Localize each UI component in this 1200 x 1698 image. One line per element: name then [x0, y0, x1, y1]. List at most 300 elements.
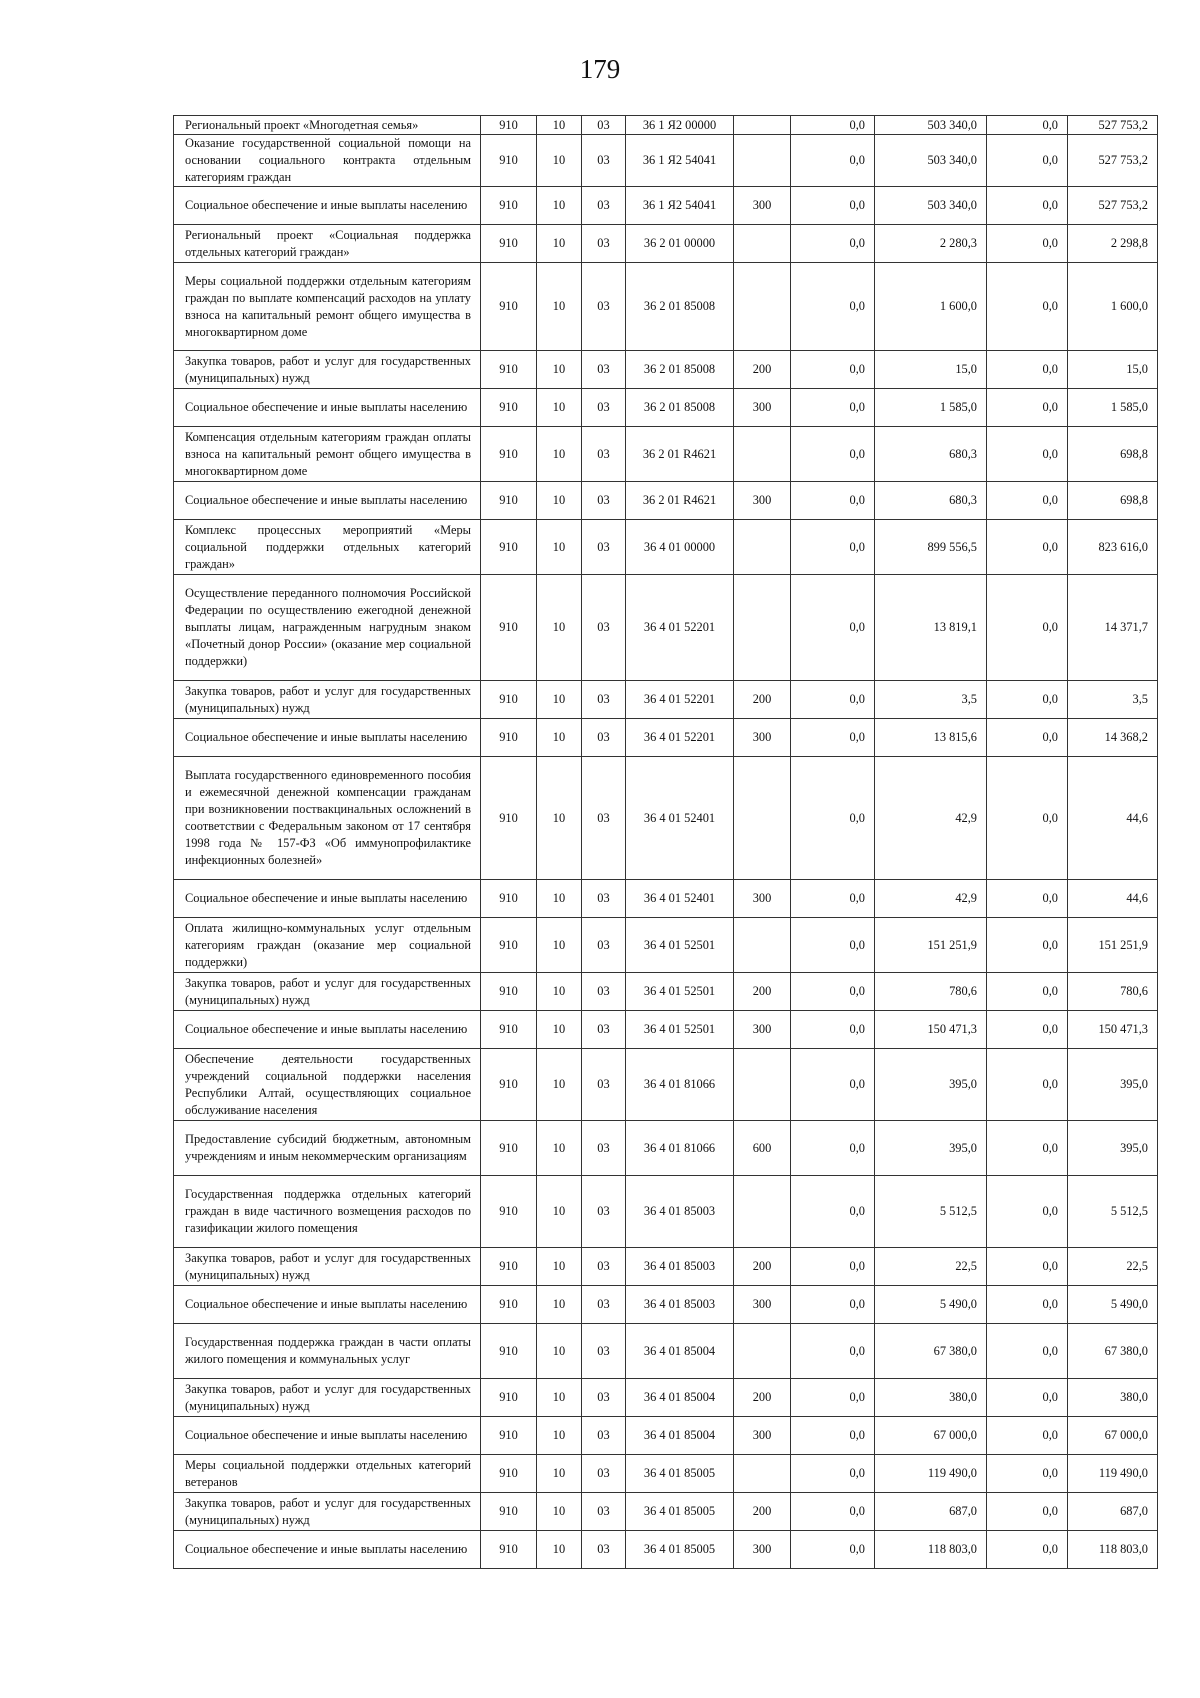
amount-4-cell: 67 000,0	[1068, 1417, 1158, 1455]
row-name-cell: Оказание государственной социальной помощи на основании социального контракта отдельным категориям граждан	[174, 135, 481, 187]
expense-type-cell: 300	[734, 482, 791, 520]
row-name-cell: Региональный проект «Многодетная семья»	[174, 116, 481, 135]
table-row	[174, 681, 1158, 719]
expense-type-cell: 300	[734, 1286, 791, 1324]
amount-4-cell: 1 600,0	[1068, 263, 1158, 351]
ministry-code-cell: 910	[481, 1455, 537, 1493]
ministry-code-cell: 910	[481, 1324, 537, 1379]
section-code-cell: 10	[537, 1011, 582, 1049]
row-name-cell: Закупка товаров, работ и услуг для государственных (муниципальных) нужд	[174, 1379, 481, 1417]
amount-1-cell: 0,0	[791, 681, 875, 719]
table-row	[174, 1049, 1158, 1121]
section-code-cell: 10	[537, 918, 582, 973]
ministry-code-cell: 910	[481, 973, 537, 1011]
row-name-cell: Обеспечение деятельности государственных учреждений социальной поддержки населения Республики Алтай, осуществляющих социальное обслуживание населения	[174, 1049, 481, 1121]
expense-type-cell: 200	[734, 1248, 791, 1286]
expense-type-cell	[734, 263, 791, 351]
amount-2-cell: 1 585,0	[875, 389, 987, 427]
target-item-cell: 36 2 01 85008	[626, 263, 734, 351]
section-code-cell: 10	[537, 1248, 582, 1286]
target-item-cell: 36 4 01 81066	[626, 1049, 734, 1121]
amount-4-cell: 1 585,0	[1068, 389, 1158, 427]
amount-3-cell: 0,0	[987, 427, 1068, 482]
table-row	[174, 757, 1158, 880]
ministry-code-cell: 910	[481, 225, 537, 263]
section-code-cell: 10	[537, 351, 582, 389]
ministry-code-cell: 910	[481, 1417, 537, 1455]
target-item-cell: 36 4 01 81066	[626, 1121, 734, 1176]
expense-type-cell	[734, 1455, 791, 1493]
section-code-cell: 10	[537, 1531, 582, 1569]
amount-3-cell: 0,0	[987, 351, 1068, 389]
amount-2-cell: 680,3	[875, 427, 987, 482]
amount-1-cell: 0,0	[791, 225, 875, 263]
ministry-code-cell: 910	[481, 1011, 537, 1049]
amount-4-cell: 698,8	[1068, 482, 1158, 520]
amount-3-cell: 0,0	[987, 757, 1068, 880]
expense-type-cell	[734, 918, 791, 973]
target-item-cell: 36 4 01 85003	[626, 1248, 734, 1286]
subsection-code-cell: 03	[582, 427, 626, 482]
amount-4-cell: 151 251,9	[1068, 918, 1158, 973]
section-code-cell: 10	[537, 1286, 582, 1324]
amount-3-cell: 0,0	[987, 1379, 1068, 1417]
row-name-cell: Меры социальной поддержки отдельных категорий ветеранов	[174, 1455, 481, 1493]
target-item-cell: 36 2 01 85008	[626, 351, 734, 389]
amount-3-cell: 0,0	[987, 575, 1068, 681]
amount-3-cell: 0,0	[987, 1417, 1068, 1455]
target-item-cell: 36 4 01 85004	[626, 1379, 734, 1417]
amount-1-cell: 0,0	[791, 135, 875, 187]
section-code-cell: 10	[537, 575, 582, 681]
subsection-code-cell: 03	[582, 719, 626, 757]
amount-1-cell: 0,0	[791, 1049, 875, 1121]
budget-table	[173, 115, 1158, 1569]
amount-4-cell: 44,6	[1068, 757, 1158, 880]
target-item-cell: 36 2 01 R4621	[626, 427, 734, 482]
amount-2-cell: 22,5	[875, 1248, 987, 1286]
amount-2-cell: 687,0	[875, 1493, 987, 1531]
amount-4-cell: 150 471,3	[1068, 1011, 1158, 1049]
section-code-cell: 10	[537, 1455, 582, 1493]
amount-3-cell: 0,0	[987, 973, 1068, 1011]
section-code-cell: 10	[537, 757, 582, 880]
ministry-code-cell: 910	[481, 263, 537, 351]
amount-3-cell: 0,0	[987, 1455, 1068, 1493]
amount-1-cell: 0,0	[791, 1248, 875, 1286]
amount-3-cell: 0,0	[987, 1324, 1068, 1379]
subsection-code-cell: 03	[582, 880, 626, 918]
amount-3-cell: 0,0	[987, 1286, 1068, 1324]
target-item-cell: 36 4 01 52201	[626, 719, 734, 757]
target-item-cell: 36 4 01 52401	[626, 757, 734, 880]
amount-2-cell: 780,6	[875, 973, 987, 1011]
amount-1-cell: 0,0	[791, 351, 875, 389]
ministry-code-cell: 910	[481, 719, 537, 757]
subsection-code-cell: 03	[582, 1011, 626, 1049]
amount-3-cell: 0,0	[987, 1011, 1068, 1049]
target-item-cell: 36 4 01 85005	[626, 1493, 734, 1531]
amount-4-cell: 67 380,0	[1068, 1324, 1158, 1379]
amount-1-cell: 0,0	[791, 575, 875, 681]
table-row	[174, 187, 1158, 225]
amount-4-cell: 14 371,7	[1068, 575, 1158, 681]
subsection-code-cell: 03	[582, 263, 626, 351]
amount-2-cell: 503 340,0	[875, 135, 987, 187]
amount-1-cell: 0,0	[791, 880, 875, 918]
target-item-cell: 36 2 01 85008	[626, 389, 734, 427]
amount-3-cell: 0,0	[987, 482, 1068, 520]
subsection-code-cell: 03	[582, 1248, 626, 1286]
section-code-cell: 10	[537, 1379, 582, 1417]
amount-4-cell: 14 368,2	[1068, 719, 1158, 757]
target-item-cell: 36 4 01 52201	[626, 681, 734, 719]
amount-4-cell: 3,5	[1068, 681, 1158, 719]
target-item-cell: 36 4 01 85003	[626, 1176, 734, 1248]
subsection-code-cell: 03	[582, 1379, 626, 1417]
amount-4-cell: 5 512,5	[1068, 1176, 1158, 1248]
amount-4-cell: 2 298,8	[1068, 225, 1158, 263]
row-name-cell: Закупка товаров, работ и услуг для государственных (муниципальных) нужд	[174, 1493, 481, 1531]
subsection-code-cell: 03	[582, 187, 626, 225]
amount-2-cell: 5 490,0	[875, 1286, 987, 1324]
amount-1-cell: 0,0	[791, 263, 875, 351]
table-row	[174, 1493, 1158, 1531]
section-code-cell: 10	[537, 681, 582, 719]
amount-2-cell: 5 512,5	[875, 1176, 987, 1248]
target-item-cell: 36 4 01 52501	[626, 918, 734, 973]
subsection-code-cell: 03	[582, 757, 626, 880]
row-name-cell: Компенсация отдельным категориям граждан оплаты взноса на капитальный ремонт общего имущества в многоквартирном доме	[174, 427, 481, 482]
amount-4-cell: 380,0	[1068, 1379, 1158, 1417]
table-row	[174, 1324, 1158, 1379]
ministry-code-cell: 910	[481, 1379, 537, 1417]
expense-type-cell: 200	[734, 1379, 791, 1417]
amount-1-cell: 0,0	[791, 1455, 875, 1493]
table-row	[174, 135, 1158, 187]
expense-type-cell	[734, 520, 791, 575]
amount-3-cell: 0,0	[987, 1531, 1068, 1569]
subsection-code-cell: 03	[582, 1417, 626, 1455]
ministry-code-cell: 910	[481, 1176, 537, 1248]
amount-1-cell: 0,0	[791, 719, 875, 757]
table-body	[174, 116, 1158, 1569]
row-name-cell: Социальное обеспечение и иные выплаты населению	[174, 389, 481, 427]
section-code-cell: 10	[537, 116, 582, 135]
amount-2-cell: 1 600,0	[875, 263, 987, 351]
section-code-cell: 10	[537, 1324, 582, 1379]
amount-3-cell: 0,0	[987, 1176, 1068, 1248]
table-row	[174, 1121, 1158, 1176]
row-name-cell: Социальное обеспечение и иные выплаты населению	[174, 1011, 481, 1049]
amount-1-cell: 0,0	[791, 1417, 875, 1455]
ministry-code-cell: 910	[481, 427, 537, 482]
table-row	[174, 1531, 1158, 1569]
subsection-code-cell: 03	[582, 1176, 626, 1248]
ministry-code-cell: 910	[481, 757, 537, 880]
amount-2-cell: 503 340,0	[875, 116, 987, 135]
expense-type-cell	[734, 116, 791, 135]
amount-1-cell: 0,0	[791, 1286, 875, 1324]
expense-type-cell: 200	[734, 973, 791, 1011]
subsection-code-cell: 03	[582, 482, 626, 520]
ministry-code-cell: 910	[481, 351, 537, 389]
subsection-code-cell: 03	[582, 973, 626, 1011]
row-name-cell: Региональный проект «Социальная поддержка отдельных категорий граждан»	[174, 225, 481, 263]
section-code-cell: 10	[537, 187, 582, 225]
section-code-cell: 10	[537, 880, 582, 918]
amount-1-cell: 0,0	[791, 1011, 875, 1049]
expense-type-cell	[734, 1176, 791, 1248]
row-name-cell: Выплата государственного единовременного пособия и ежемесячной денежной компенсации гражданам при возникновении поствакцинальных осложнений в соответствии с Федеральным законом от 17 сентября 1998 года № 157-ФЗ «Об иммунопрофилактике инфекционных болезней»	[174, 757, 481, 880]
target-item-cell: 36 1 Я2 00000	[626, 116, 734, 135]
row-name-cell: Закупка товаров, работ и услуг для государственных (муниципальных) нужд	[174, 1248, 481, 1286]
subsection-code-cell: 03	[582, 116, 626, 135]
expense-type-cell: 200	[734, 1493, 791, 1531]
target-item-cell: 36 4 01 52501	[626, 1011, 734, 1049]
target-item-cell: 36 4 01 85003	[626, 1286, 734, 1324]
amount-2-cell: 680,3	[875, 482, 987, 520]
amount-3-cell: 0,0	[987, 1493, 1068, 1531]
table-row	[174, 719, 1158, 757]
target-item-cell: 36 4 01 52401	[626, 880, 734, 918]
target-item-cell: 36 1 Я2 54041	[626, 187, 734, 225]
amount-4-cell: 527 753,2	[1068, 116, 1158, 135]
section-code-cell: 10	[537, 263, 582, 351]
page-number: 179	[579, 54, 621, 84]
amount-3-cell: 0,0	[987, 1049, 1068, 1121]
ministry-code-cell: 910	[481, 520, 537, 575]
expense-type-cell: 300	[734, 1011, 791, 1049]
section-code-cell: 10	[537, 973, 582, 1011]
amount-2-cell: 15,0	[875, 351, 987, 389]
ministry-code-cell: 910	[481, 880, 537, 918]
expense-type-cell: 300	[734, 719, 791, 757]
target-item-cell: 36 2 01 R4621	[626, 482, 734, 520]
ministry-code-cell: 910	[481, 575, 537, 681]
amount-2-cell: 67 380,0	[875, 1324, 987, 1379]
amount-1-cell: 0,0	[791, 1379, 875, 1417]
expense-type-cell: 200	[734, 681, 791, 719]
ministry-code-cell: 910	[481, 187, 537, 225]
amount-4-cell: 527 753,2	[1068, 135, 1158, 187]
amount-3-cell: 0,0	[987, 918, 1068, 973]
ministry-code-cell: 910	[481, 116, 537, 135]
expense-type-cell	[734, 225, 791, 263]
table-row	[174, 1176, 1158, 1248]
ministry-code-cell: 910	[481, 1049, 537, 1121]
expense-type-cell	[734, 135, 791, 187]
table-row	[174, 263, 1158, 351]
amount-4-cell: 698,8	[1068, 427, 1158, 482]
expense-type-cell: 300	[734, 389, 791, 427]
ministry-code-cell: 910	[481, 482, 537, 520]
section-code-cell: 10	[537, 1049, 582, 1121]
amount-1-cell: 0,0	[791, 187, 875, 225]
amount-2-cell: 42,9	[875, 757, 987, 880]
table-row	[174, 482, 1158, 520]
table-row	[174, 575, 1158, 681]
subsection-code-cell: 03	[582, 918, 626, 973]
amount-1-cell: 0,0	[791, 1121, 875, 1176]
subsection-code-cell: 03	[582, 1493, 626, 1531]
target-item-cell: 36 4 01 85005	[626, 1455, 734, 1493]
row-name-cell: Закупка товаров, работ и услуг для государственных (муниципальных) нужд	[174, 681, 481, 719]
amount-1-cell: 0,0	[791, 918, 875, 973]
row-name-cell: Социальное обеспечение и иные выплаты населению	[174, 187, 481, 225]
subsection-code-cell: 03	[582, 1531, 626, 1569]
expense-type-cell	[734, 1049, 791, 1121]
amount-3-cell: 0,0	[987, 135, 1068, 187]
row-name-cell: Закупка товаров, работ и услуг для государственных (муниципальных) нужд	[174, 351, 481, 389]
expense-type-cell	[734, 757, 791, 880]
section-code-cell: 10	[537, 1417, 582, 1455]
section-code-cell: 10	[537, 1121, 582, 1176]
amount-1-cell: 0,0	[791, 1531, 875, 1569]
subsection-code-cell: 03	[582, 135, 626, 187]
table-row	[174, 389, 1158, 427]
row-name-cell: Комплекс процессных мероприятий «Меры социальной поддержки отдельных категорий граждан»	[174, 520, 481, 575]
expense-type-cell: 300	[734, 1531, 791, 1569]
target-item-cell: 36 2 01 00000	[626, 225, 734, 263]
section-code-cell: 10	[537, 1176, 582, 1248]
subsection-code-cell: 03	[582, 225, 626, 263]
amount-1-cell: 0,0	[791, 1324, 875, 1379]
amount-3-cell: 0,0	[987, 225, 1068, 263]
section-code-cell: 10	[537, 135, 582, 187]
amount-4-cell: 22,5	[1068, 1248, 1158, 1286]
table-row	[174, 225, 1158, 263]
amount-2-cell: 503 340,0	[875, 187, 987, 225]
row-name-cell: Предоставление субсидий бюджетным, автономным учреждениям и иным некоммерческим организациям	[174, 1121, 481, 1176]
target-item-cell: 36 4 01 00000	[626, 520, 734, 575]
table-row	[174, 1455, 1158, 1493]
ministry-code-cell: 910	[481, 135, 537, 187]
target-item-cell: 36 4 01 85005	[626, 1531, 734, 1569]
amount-3-cell: 0,0	[987, 1248, 1068, 1286]
target-item-cell: 36 4 01 52501	[626, 973, 734, 1011]
ministry-code-cell: 910	[481, 1286, 537, 1324]
amount-2-cell: 13 819,1	[875, 575, 987, 681]
table-row	[174, 1417, 1158, 1455]
amount-3-cell: 0,0	[987, 389, 1068, 427]
amount-4-cell: 823 616,0	[1068, 520, 1158, 575]
amount-3-cell: 0,0	[987, 1121, 1068, 1176]
expense-type-cell: 600	[734, 1121, 791, 1176]
amount-2-cell: 3,5	[875, 681, 987, 719]
amount-4-cell: 44,6	[1068, 880, 1158, 918]
target-item-cell: 36 4 01 52201	[626, 575, 734, 681]
amount-1-cell: 0,0	[791, 116, 875, 135]
row-name-cell: Осуществление переданного полномочия Российской Федерации по осуществлению ежегодной денежной выплаты лицам, награжденным нагрудным знаком «Почетный донор России» (оказание мер социальной поддержки)	[174, 575, 481, 681]
amount-4-cell: 527 753,2	[1068, 187, 1158, 225]
ministry-code-cell: 910	[481, 1248, 537, 1286]
table-row	[174, 1011, 1158, 1049]
expense-type-cell	[734, 427, 791, 482]
row-name-cell: Закупка товаров, работ и услуг для государственных (муниципальных) нужд	[174, 973, 481, 1011]
subsection-code-cell: 03	[582, 575, 626, 681]
amount-3-cell: 0,0	[987, 116, 1068, 135]
ministry-code-cell: 910	[481, 389, 537, 427]
target-item-cell: 36 4 01 85004	[626, 1417, 734, 1455]
target-item-cell: 36 4 01 85004	[626, 1324, 734, 1379]
section-code-cell: 10	[537, 719, 582, 757]
section-code-cell: 10	[537, 1493, 582, 1531]
table-row	[174, 520, 1158, 575]
row-name-cell: Социальное обеспечение и иные выплаты населению	[174, 719, 481, 757]
row-name-cell: Социальное обеспечение и иные выплаты населению	[174, 880, 481, 918]
amount-1-cell: 0,0	[791, 1493, 875, 1531]
subsection-code-cell: 03	[582, 520, 626, 575]
amount-1-cell: 0,0	[791, 482, 875, 520]
subsection-code-cell: 03	[582, 1049, 626, 1121]
row-name-cell: Социальное обеспечение и иные выплаты населению	[174, 1286, 481, 1324]
amount-3-cell: 0,0	[987, 719, 1068, 757]
row-name-cell: Меры социальной поддержки отдельным категориям граждан по выплате компенсаций расходов на уплату взноса на капитальный ремонт общего имущества в многоквартирном доме	[174, 263, 481, 351]
amount-4-cell: 687,0	[1068, 1493, 1158, 1531]
table-row	[174, 1286, 1158, 1324]
ministry-code-cell: 910	[481, 681, 537, 719]
table-row	[174, 427, 1158, 482]
amount-1-cell: 0,0	[791, 520, 875, 575]
subsection-code-cell: 03	[582, 389, 626, 427]
amount-2-cell: 118 803,0	[875, 1531, 987, 1569]
amount-1-cell: 0,0	[791, 757, 875, 880]
table-row	[174, 351, 1158, 389]
subsection-code-cell: 03	[582, 1324, 626, 1379]
section-code-cell: 10	[537, 520, 582, 575]
target-item-cell: 36 1 Я2 54041	[626, 135, 734, 187]
amount-4-cell: 395,0	[1068, 1049, 1158, 1121]
amount-2-cell: 150 471,3	[875, 1011, 987, 1049]
amount-2-cell: 2 280,3	[875, 225, 987, 263]
amount-4-cell: 119 490,0	[1068, 1455, 1158, 1493]
row-name-cell: Социальное обеспечение и иные выплаты населению	[174, 1417, 481, 1455]
amount-2-cell: 13 815,6	[875, 719, 987, 757]
ministry-code-cell: 910	[481, 1531, 537, 1569]
table-row	[174, 116, 1158, 135]
amount-1-cell: 0,0	[791, 389, 875, 427]
subsection-code-cell: 03	[582, 681, 626, 719]
subsection-code-cell: 03	[582, 1121, 626, 1176]
table-row	[174, 1379, 1158, 1417]
amount-2-cell: 395,0	[875, 1049, 987, 1121]
amount-3-cell: 0,0	[987, 681, 1068, 719]
amount-3-cell: 0,0	[987, 187, 1068, 225]
amount-1-cell: 0,0	[791, 1176, 875, 1248]
amount-3-cell: 0,0	[987, 880, 1068, 918]
section-code-cell: 10	[537, 389, 582, 427]
row-name-cell: Государственная поддержка отдельных категорий граждан в виде частичного возмещения расходов по газификации жилого помещения	[174, 1176, 481, 1248]
amount-4-cell: 15,0	[1068, 351, 1158, 389]
expense-type-cell: 300	[734, 187, 791, 225]
table-row	[174, 918, 1158, 973]
amount-2-cell: 151 251,9	[875, 918, 987, 973]
table-row	[174, 1248, 1158, 1286]
section-code-cell: 10	[537, 225, 582, 263]
table-row	[174, 973, 1158, 1011]
row-name-cell: Социальное обеспечение и иные выплаты населению	[174, 482, 481, 520]
amount-1-cell: 0,0	[791, 427, 875, 482]
amount-2-cell: 395,0	[875, 1121, 987, 1176]
amount-4-cell: 118 803,0	[1068, 1531, 1158, 1569]
expense-type-cell: 300	[734, 880, 791, 918]
amount-4-cell: 780,6	[1068, 973, 1158, 1011]
expense-type-cell	[734, 1324, 791, 1379]
ministry-code-cell: 910	[481, 1493, 537, 1531]
subsection-code-cell: 03	[582, 1455, 626, 1493]
amount-4-cell: 5 490,0	[1068, 1286, 1158, 1324]
